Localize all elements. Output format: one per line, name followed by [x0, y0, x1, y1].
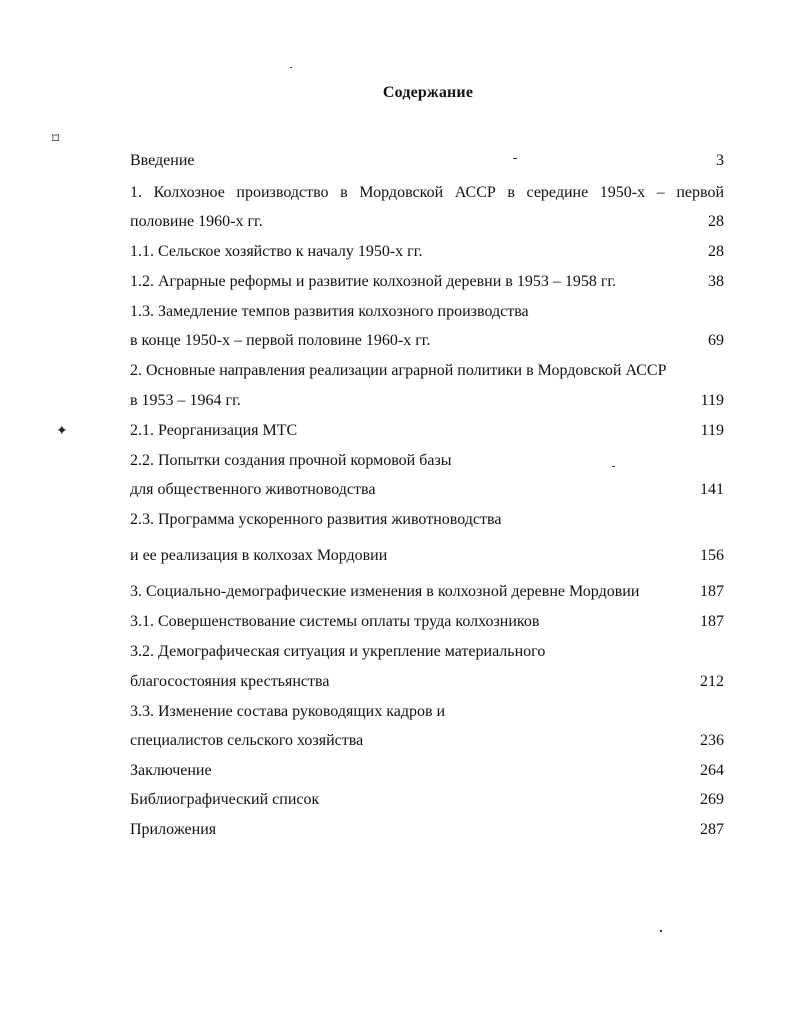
- toc-entry-page: 236: [700, 732, 724, 749]
- toc-entry-page: 141: [700, 481, 724, 498]
- toc-entry-text: 1.1. Сельское хозяйство к началу 1950-х гг.: [130, 243, 423, 260]
- toc-entry-page: 212: [700, 673, 724, 690]
- toc-entry-page: 187: [700, 583, 724, 600]
- toc-entry-page: 269: [700, 791, 724, 808]
- toc-entry-text: 2.1. Реорганизация МТС: [130, 422, 298, 439]
- toc-entry-page: 69: [708, 332, 724, 349]
- toc-entry-page: 119: [700, 392, 724, 409]
- scan-speck: [660, 930, 662, 932]
- toc-entry-text: для общественного животноводства: [130, 481, 376, 498]
- toc-entry-page: 28: [708, 243, 724, 260]
- scan-artifact-star-icon: ✦: [56, 423, 68, 439]
- toc-entry-page: 156: [700, 547, 724, 564]
- toc-entry-text: благосостояния крестьянства: [130, 673, 330, 690]
- toc-entry-page: 28: [708, 213, 724, 230]
- toc-entry-page: 264: [700, 762, 724, 779]
- scan-artifact-icon: ⌑: [52, 131, 60, 147]
- toc-entry-text: Заключение: [130, 762, 212, 779]
- toc-entry-text: 3. Социально-демографические изменения в колхозной деревне Мордовии: [130, 583, 640, 600]
- toc-entry-text: 1.2. Аграрные реформы и развитие колхозной деревни в 1953 – 1958 гг.: [130, 273, 617, 290]
- toc-entry-text: Приложения: [130, 821, 217, 838]
- scan-speck: [290, 67, 292, 68]
- toc-entry-text: 1. Колхозное производство в Мордовской АССР в середине 1950-х – первой: [130, 184, 724, 201]
- toc-entry-text: Библиографический список: [130, 791, 320, 808]
- toc-entry-page: 187: [700, 613, 724, 630]
- toc-entry-text: 1.3. Замедление темпов развития колхозного производства: [130, 303, 529, 320]
- toc-entry: [130, 183, 724, 203]
- toc-entry-text: 2.3. Программа ускоренного развития животноводства: [130, 511, 502, 528]
- toc-entry-text: в конце 1950-х – первой половине 1960-х гг.: [130, 332, 431, 349]
- toc-entry-text: 3.2. Демографическая ситуация и укрепление материального: [130, 643, 546, 660]
- scan-speck: [612, 466, 615, 467]
- toc-entry-text: 2. Основные направления реализации аграрной политики в Мордовской АССР: [130, 362, 667, 379]
- toc-entry-text: специалистов сельского хозяйства: [130, 732, 364, 749]
- toc-entry-page: 287: [700, 821, 724, 838]
- toc-entry-page: 3: [716, 152, 724, 169]
- toc-entry-page: 119: [700, 422, 724, 439]
- toc-entry-text: Введение: [130, 152, 195, 169]
- page-title: Содержание: [382, 84, 474, 101]
- toc-entry-page: 38: [708, 273, 724, 290]
- toc-entry-text: и ее реализация в колхозах Мордовии: [130, 547, 388, 564]
- toc-entry-text: в 1953 – 1964 гг.: [130, 392, 241, 409]
- toc-entry-text: половине 1960-х гг.: [130, 213, 263, 230]
- toc-entry-text: 3.1. Совершенствование системы оплаты труда колхозников: [130, 613, 540, 630]
- toc-entry-text: 3.3. Изменение состава руководящих кадров и: [130, 703, 446, 720]
- toc-entry-text: 2.2. Попытки создания прочной кормовой базы: [130, 452, 452, 469]
- scan-speck: [513, 158, 517, 159]
